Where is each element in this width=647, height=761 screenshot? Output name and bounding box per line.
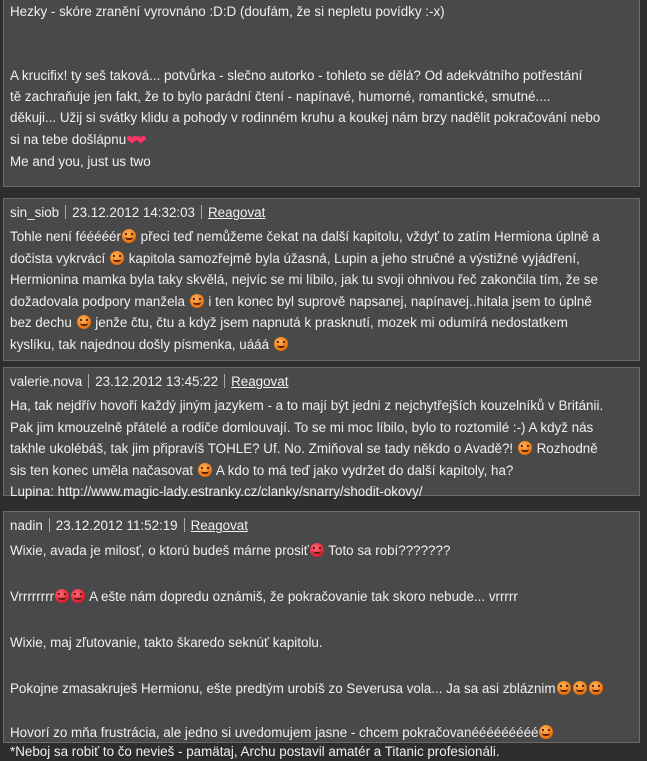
smile-emoji-icon (274, 337, 288, 351)
comment-author: nadin (10, 518, 43, 533)
comment-card (3, 367, 640, 499)
comment-card (3, 198, 640, 361)
comment-header (4, 199, 639, 223)
separator (88, 374, 89, 388)
comment-date: 23.12.2012 14:32:03 (72, 205, 196, 220)
comment-author: valerie.nova (10, 374, 83, 389)
reply-link[interactable]: Reagovat (231, 374, 289, 389)
separator (184, 518, 185, 532)
comment-text: Me and you, just us two (10, 154, 151, 170)
smile-emoji-icon (190, 294, 204, 308)
comment-body (4, 0, 639, 172)
comment-card (3, 511, 640, 759)
comment-date: 23.12.2012 13:45:22 (95, 374, 219, 389)
comment-text: tě zachraňuje jen fakt, že to bylo parádní čtení - napínavé, humorné, romantické, smutné.... (10, 89, 551, 105)
comment-card (3, 0, 640, 187)
separator (65, 205, 66, 219)
smile-emoji-icon (573, 681, 587, 695)
reply-link[interactable]: Reagovat (190, 518, 248, 533)
comment-text: Hezky - skóre zranění vyrovnáno :D:D (doufám, že si nepletu povídky :-x) (10, 4, 445, 19)
separator (49, 518, 50, 532)
comment-header (4, 368, 639, 392)
angry-emoji-icon (71, 589, 85, 603)
comment-author: sin_siob (10, 205, 60, 220)
shocked-emoji-icon (122, 229, 136, 243)
smile-emoji-icon (77, 315, 91, 329)
angry-emoji-icon (310, 543, 324, 557)
hearts-icon: ❤❤ (126, 131, 144, 148)
comment-header (4, 512, 639, 536)
smile-emoji-icon (589, 681, 603, 695)
comment-date: 23.12.2012 11:52:19 (55, 518, 178, 533)
separator (201, 205, 202, 219)
comment-text: si na tebe došlápnu❤❤ (10, 129, 633, 151)
comment-link-text: Lupina: http://www.magic-lady.estranky.cz/clanky/snarry/shodit-okovy/ (10, 484, 423, 499)
smile-emoji-icon (198, 463, 212, 477)
smile-emoji-icon (539, 725, 553, 739)
comment-body: Ha, tak nejdřív hovoří každý jiným jazykem - a to mají být jedni z nejchytřejších kouzelníků v Británii. Pak jim kmouzelně přátelé a rodiče domlouvají. To se mi moc líbilo, bylo to roztomilé :-) A když nás takhle ukolébáš, tak jim připravíš TOHLE? Uf. No. Zmiňoval se tady někdo o Avadě?! Rozhodně sis ten konec uměla načasovat A kdo to má teď jako vydržet do další kapitoly, ha? Lupina: http://www.magic-lady.estranky.cz/clanky/snarry/shodit-okovy/ (4, 392, 639, 503)
smile-emoji-icon (110, 251, 124, 265)
smile-emoji-icon (557, 681, 571, 695)
reply-link[interactable]: Reagovat (208, 205, 266, 220)
angry-emoji-icon (55, 589, 69, 603)
comment-text: děkuji... Užij si svátky klidu a pohody v rodinném kruhu a koukej nám brzy nadělit pokračování nebo (10, 110, 601, 126)
separator (224, 374, 225, 388)
comment-body: Tohle není fééééér přeci teď nemůžeme čekat na další kapitolu, vždyť to zatím Hermiona úplně a dočista vykrvácí kapitola samozřejmě byla úžasná, Lupin a jeho stručné a výstižné vyjádření, Hermionina mamka byla taky skvělá, nejvíc se mi líbilo, jak tu svoji ohnivou řeč zakončila tím, že se dožadovala podpory manžela i ten konec byl suprově napsanej, napínavej..hitala jsem to úplně bez dechu jenže čtu, čtu a když jsem napnutá k prasknutí, mozek mi odumírá nedostatkem kyslíku, tak najednou došly písmenka, uááá (10, 229, 600, 352)
comment-text: A krucifix! ty seš taková... potvůrka - slečno autorko - tohleto se dělá? Od adekvátního potřestání (10, 67, 583, 83)
comment-text (10, 44, 633, 65)
comment-text (10, 22, 633, 43)
comment-body: Wixie, avada je milosť, o ktorú budeš márne prosiť Toto sa robí??????? Vrrrrrrrr A ešte nám dopredu oznámiš, že pokračovanie tak skoro nebude... vrrrrr Wixie, maj zľutovanie, takto škaredo seknúť kapitolu. Pokojne zmasakruješ Hermionu, ešte predtým urobíš zo Severusa vola... Ja sa asi zbláznim Hovorí zo mňa frustrácia, ale jedno si uvedomujem jasne - chcem pokračovanééééééééé *Neboj sa robiť to čo nevieš - pamätaj, Archu postavil amatér a Titanic profesionáli. (4, 536, 639, 761)
smile-emoji-icon (518, 441, 532, 455)
